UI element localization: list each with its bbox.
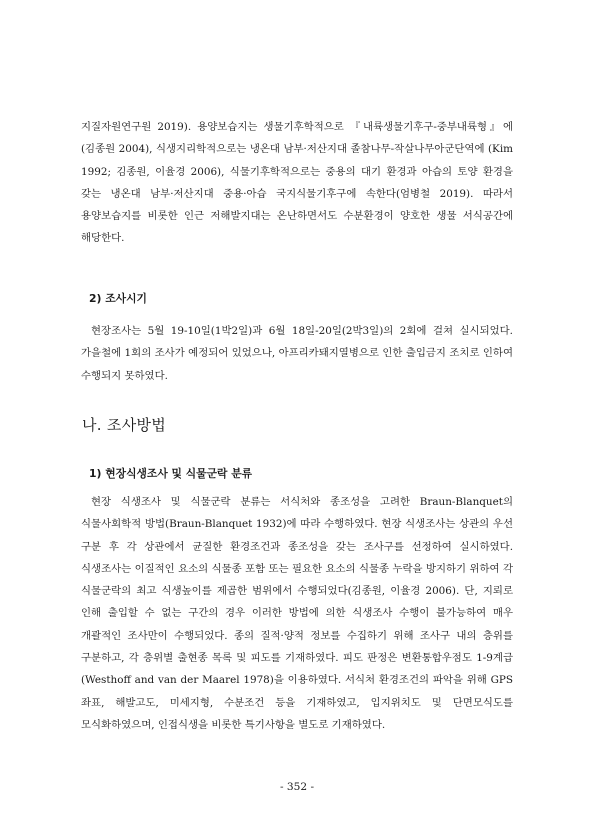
survey-period-paragraph: 현장조사는 5월 19-10일(1박2일)과 6월 18일-20일(2박3일)의 2회에 걸쳐 실시되었다. 가을철에 1회의 조사가 예정되어 있었으나, 아프리카돼지열병으로 인한 출입금지 조치로 인하여 수행되지 못하였다. [81, 325, 513, 382]
intro-paragraph: 지질자원연구원 2019). 용양보습지는 생물기후학적으로 『내륙생물기후구-중부내륙형』에 (김종원 2004), 식생지리학적으로는 냉온대 남부·저산지대 졸참나무-작살나무아군단역에 (Kim 1992; 김종원, 이율경 2006), 식물기후학적으로는 중용의 대기 환경과 아습의 토양 환경을 갖는 냉온대 남부·저산지대 중용·아습 국지식물기후구에 속한다(엄병철 2019). 따라서 용양보습지를 비롯한 인근 저해발지대는 온난하면서도 수분환경이 양호한 생물 서식공간에 해당한다. [81, 121, 513, 245]
subsection-heading-vegetation-survey: 1) 현장식생조사 및 식물군락 분류 [89, 467, 253, 480]
section-heading-survey-method: 나. 조사방법 [82, 416, 167, 434]
page-number: - 352 - [279, 781, 315, 793]
section-heading-survey-period: 2) 조사시기 [89, 292, 147, 305]
vegetation-survey-paragraph: 현장 식생조사 및 식물군락 분류는 서식처와 종조성을 고려한 Braun-Blanquet의 식물사회학적 방법(Braun-Blanquet 1932)에 따라 수행하였다. 현장 식생조사는 상관의 우선 구분 후 각 상관에서 균질한 환경조건과 종조성을 갖는 조사구를 선정하여 실시하였다. 식생조사는 이질적인 요소의 식물종 포함 또는 필요한 요소의 식물종 누락을 방지하기 위하여 각 식물군락의 최고 식생높이를 제곱한 범위에서 수행되었다(김종원, 이율경 2006). 단, 지뢰로 인해 출입할 수 없는 구간의 경우 이러한 방법에 의한 식생조사 수행이 불가능하여 매우 개괄적인 조사만이 수행되었다. 종의 질적·양적 정보를 수집하기 위해 조사구 내의 층위를 구분하고, 각 층위별 출현종 목록 및 피도를 기재하였다. 피도 판정은 변환통합우점도 1-9계급(Westhoff and van der Maarel 1978)을 이용하였다. 서식처 환경조건의 파악을 위해 GPS 좌표, 해발고도, 미세지형, 수분조건 등을 기재하였고, 입지위치도 및 단면모식도를 모식화하였으며, 인접식생을 비롯한 특기사항을 별도로 기재하였다. [81, 496, 513, 731]
